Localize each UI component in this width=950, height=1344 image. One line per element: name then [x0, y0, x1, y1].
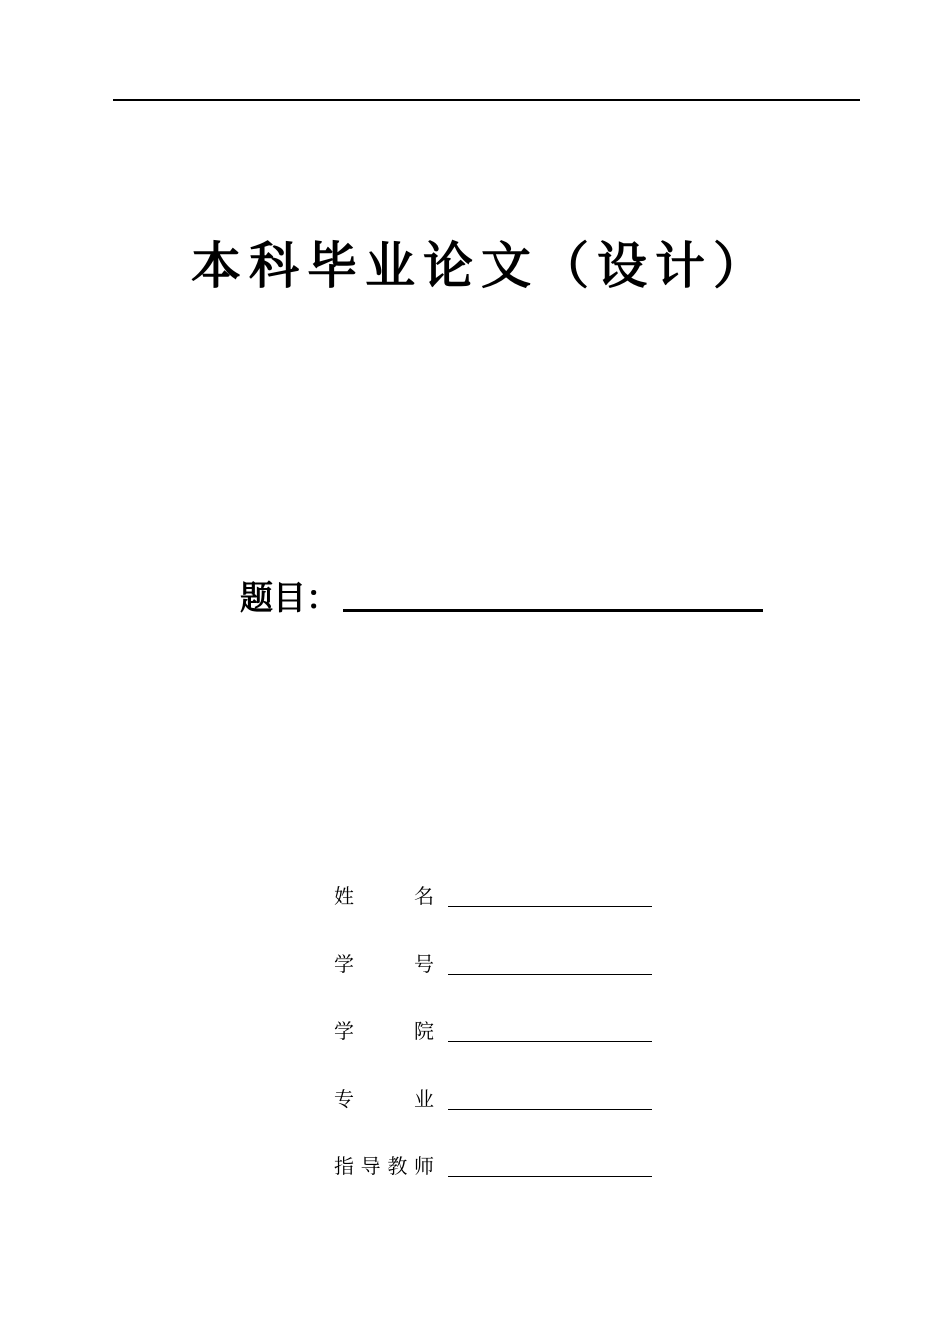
info-label-major	[334, 1081, 434, 1117]
info-row-college	[334, 1013, 674, 1081]
topic-row	[240, 576, 763, 620]
label-char: 业	[414, 1086, 434, 1111]
college-blank-line[interactable]	[448, 1041, 652, 1042]
advisor-blank-line[interactable]	[448, 1176, 652, 1177]
header-rule	[113, 99, 860, 101]
name-blank-line[interactable]	[448, 906, 652, 907]
info-label-student-id	[334, 946, 434, 982]
topic-blank-line[interactable]	[343, 609, 763, 612]
label-char: 号	[414, 951, 434, 976]
label-char: 学	[334, 951, 354, 976]
label-char: 姓	[334, 884, 354, 908]
label-char: 名	[414, 884, 434, 908]
info-row-student-id	[334, 946, 674, 1014]
info-label-name	[334, 878, 434, 914]
info-list	[334, 878, 674, 1216]
label-char: 院	[414, 1019, 434, 1043]
label-char: 专	[334, 1086, 354, 1111]
label-char: 教	[387, 1154, 408, 1178]
info-row-advisor	[334, 1148, 674, 1216]
student-id-blank-line[interactable]	[448, 974, 652, 975]
label-char: 师	[413, 1154, 434, 1178]
label-char: 指	[334, 1154, 354, 1178]
info-row-name	[334, 878, 674, 946]
info-label-advisor	[334, 1148, 434, 1184]
label-char: 学	[334, 1019, 354, 1043]
info-row-major	[334, 1081, 674, 1149]
cover-title: 本科毕业论文（设计）	[191, 236, 771, 295]
topic-label: 题目：	[240, 578, 339, 617]
major-blank-line[interactable]	[448, 1109, 652, 1110]
label-char: 导	[360, 1154, 381, 1178]
info-label-college	[334, 1013, 434, 1049]
